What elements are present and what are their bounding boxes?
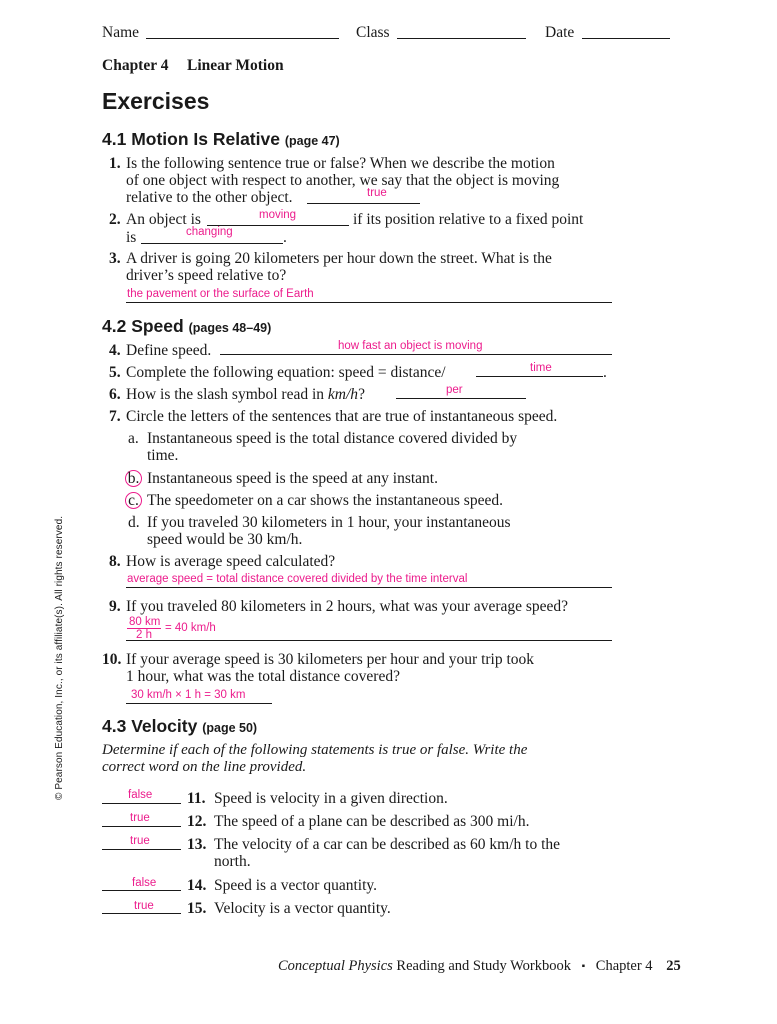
page-title: Exercises xyxy=(102,88,210,114)
answer-text: true xyxy=(130,812,150,824)
choice-letter[interactable]: d. xyxy=(128,514,140,531)
choice-letter-circled[interactable]: b. xyxy=(128,470,142,487)
chapter-title: Linear Motion xyxy=(187,57,284,74)
choice-text: speed would be 30 km/h. xyxy=(147,531,303,548)
question-text: Speed is a vector quantity. xyxy=(214,877,377,894)
answer-line[interactable] xyxy=(126,302,612,303)
answer-line[interactable] xyxy=(220,354,612,355)
answer-line[interactable] xyxy=(396,398,526,399)
question-text: Define speed. xyxy=(126,342,212,359)
answer-line[interactable] xyxy=(126,640,612,641)
answer-line[interactable] xyxy=(141,243,283,244)
section-4-2-heading xyxy=(102,316,271,337)
answer-line[interactable] xyxy=(476,376,603,377)
question-number: 10. xyxy=(102,651,122,668)
answer-line[interactable] xyxy=(126,587,612,588)
answer-text: the pavement or the surface of Earth xyxy=(127,288,314,300)
question-text: The velocity of a car can be described as 60 km/h to the xyxy=(214,836,561,853)
question-text: 1 hour, what was the total distance covered? xyxy=(126,668,400,685)
class-label: Class xyxy=(356,24,390,41)
answer-text: false xyxy=(132,877,157,889)
instructions: correct word on the line provided. xyxy=(102,759,307,775)
question-number: 5. xyxy=(109,364,121,381)
question-text: relative to the other object. xyxy=(126,189,293,206)
name-field[interactable] xyxy=(146,38,339,39)
choice-letter-circled[interactable]: c. xyxy=(128,492,142,509)
question-number: 14. xyxy=(187,877,207,894)
answer-line[interactable] xyxy=(126,703,272,704)
question-number: 12. xyxy=(187,813,207,830)
question-number: 4. xyxy=(109,342,121,359)
fraction-denominator: 2 h xyxy=(136,629,152,641)
question-text: driver’s speed relative to? xyxy=(126,267,287,284)
question-number: 6. xyxy=(109,386,121,403)
question-text: if its position relative to a fixed point xyxy=(353,211,584,228)
question-number: 1. xyxy=(109,155,121,172)
footer-bullet: ▪ xyxy=(581,961,586,972)
choice-text: time. xyxy=(147,447,179,464)
question-number: 2. xyxy=(109,211,121,228)
question-text: north. xyxy=(214,853,251,870)
question-number: 15. xyxy=(187,900,207,917)
answer-line[interactable] xyxy=(102,890,181,891)
question-text: How is the slash symbol read in km/h? xyxy=(126,386,365,403)
section-page-ref: (pages 48–49) xyxy=(188,321,272,335)
question-text: Circle the letters of the sentences that are true of instantaneous speed. xyxy=(126,408,558,425)
answer-text: changing xyxy=(186,226,233,238)
footer-chapter: Chapter 4 xyxy=(595,958,653,974)
answer-line[interactable] xyxy=(307,203,420,204)
answer-text: average speed = total distance covered divided by the time interval xyxy=(127,573,468,585)
answer-text: 30 km/h × 1 h = 30 km xyxy=(131,689,246,701)
answer-text: = 40 km/h xyxy=(165,622,216,634)
section-4-1-heading xyxy=(102,129,340,150)
answer-text: true xyxy=(367,187,387,199)
answer-text: true xyxy=(134,900,154,912)
section-4-3-heading xyxy=(102,716,257,737)
answer-text: per xyxy=(446,384,463,396)
choice-text: If you traveled 30 kilometers in 1 hour, your instantaneous xyxy=(147,514,511,531)
question-text: An object is xyxy=(126,211,201,228)
question-number: 9. xyxy=(109,598,121,615)
section-heading-text: 4.1 Motion Is Relative xyxy=(102,129,280,149)
question-text: A driver is going 20 kilometers per hour down the street. What is the xyxy=(126,250,552,267)
answer-text: moving xyxy=(259,209,297,221)
question-text: . xyxy=(603,364,607,381)
question-text: of one object with respect to another, we say that the object is moving xyxy=(126,172,560,189)
question-text: If you traveled 80 kilometers in 2 hours, what was your average speed? xyxy=(126,598,569,615)
question-number: 11. xyxy=(187,790,206,807)
choice-text: Instantaneous speed is the speed at any instant. xyxy=(147,470,438,487)
section-heading-text: 4.2 Speed xyxy=(102,316,184,336)
class-field[interactable] xyxy=(397,38,526,39)
name-label: Name xyxy=(102,24,140,41)
question-text: The speed of a plane can be described as 300 mi/h. xyxy=(214,813,530,830)
choice-text: The speedometer on a car shows the instantaneous speed. xyxy=(147,492,503,509)
question-text: Complete the following equation: speed = distance/ xyxy=(126,364,446,381)
footer-book-title: Conceptual Physics xyxy=(278,958,393,974)
answer-text: time xyxy=(530,362,552,374)
question-number: 13. xyxy=(187,836,207,853)
date-label: Date xyxy=(545,24,575,41)
copyright-notice: © Pearson Education, Inc., or its affiliate(s). All rights reserved. xyxy=(54,515,65,800)
question-text: Is the following sentence true or false? When we describe the motion xyxy=(126,155,555,172)
instructions: Determine if each of the following statements is true or false. Write the xyxy=(102,742,528,758)
answer-text: true xyxy=(130,835,150,847)
footer xyxy=(278,958,681,975)
date-field[interactable] xyxy=(582,38,670,39)
question-text: How is average speed calculated? xyxy=(126,553,336,570)
question-number: 3. xyxy=(109,250,121,267)
chapter-number: Chapter 4 xyxy=(102,57,169,74)
question-text: is xyxy=(126,229,137,246)
answer-line[interactable] xyxy=(102,849,181,850)
footer-book-subtitle: Reading and Study Workbook xyxy=(392,958,571,974)
question-number: 8. xyxy=(109,553,121,570)
section-page-ref: (page 50) xyxy=(202,721,258,735)
section-heading-text: 4.3 Velocity xyxy=(102,716,198,736)
question-text: . xyxy=(283,229,287,246)
choice-text: Instantaneous speed is the total distance covered divided by xyxy=(147,430,518,447)
fraction-numerator: 80 km xyxy=(129,616,161,628)
answer-line[interactable] xyxy=(102,826,181,827)
question-text: If your average speed is 30 kilometers per hour and your trip took xyxy=(126,651,535,668)
answer-line[interactable] xyxy=(102,803,181,804)
answer-text: how fast an object is moving xyxy=(338,340,483,352)
question-text: Velocity is a vector quantity. xyxy=(214,900,391,917)
question-text: Speed is velocity in a given direction. xyxy=(214,790,448,807)
answer-line[interactable] xyxy=(102,913,181,914)
choice-letter[interactable]: a. xyxy=(128,430,139,447)
answer-text: false xyxy=(128,789,153,801)
page-number: 25 xyxy=(666,958,681,974)
question-number: 7. xyxy=(109,408,121,425)
section-page-ref: (page 47) xyxy=(284,134,340,148)
